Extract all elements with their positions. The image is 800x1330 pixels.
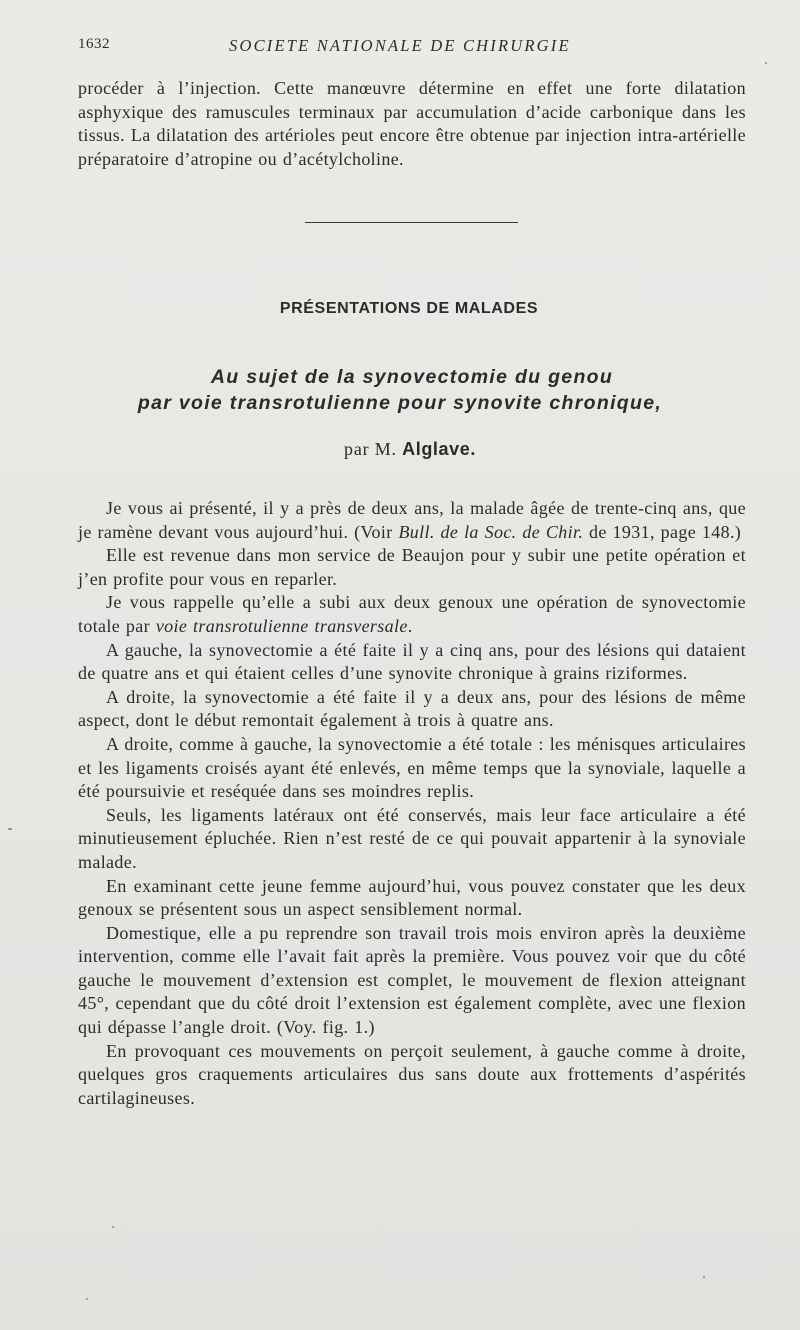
paper-speck (703, 1276, 705, 1278)
technique-italic: voie transrotulienne transversale (155, 615, 408, 636)
paragraph: En examinant cette jeune femme aujourd’hui, vous pouvez constater que les deux genoux se présentent sous un aspect sensiblement normal. (78, 875, 746, 920)
article-title-line-1: Au sujet de la synovectomie du genou (210, 366, 614, 388)
intro-paragraph: procéder à l’injection. Cette manœuvre détermine en effet une forte dilatation asphyxique des ramuscules terminaux par accumulation d’acide carbonique dans les tissus. La dilatation des artérioles peut encore être obtenue par injection intra-artérielle préparatoire d’atropine ou d’acétylcholine. (78, 78, 746, 169)
paragraph-text: Je vous rappelle qu’elle a subi aux deux genoux une opération de synovectomie totale par (78, 592, 746, 636)
article-title (0, 364, 800, 416)
paragraph (78, 591, 746, 638)
paragraph: Domestique, elle a pu reprendre son travail trois mois environ après la deuxième intervention, comme elle l’avait fait après la première. Vous pouvez voir que du côté gauche le mouvement d’extension est complet, le mouvement de flexion atteignant 45°, cependant que du côté droit l’extension est également complète, avec une flexion qui dépasse l’angle droit. (Voy. fig. 1.) (78, 922, 746, 1038)
paragraph: Seuls, les ligaments latéraux ont été conservés, mais leur face articulaire a été minutieusement épluchée. Rien n’est resté de ce qui pouvait appartenir à la synoviale malade. (78, 804, 746, 872)
paragraph-text: Je vous ai présenté, il y a près de deux ans, la malade âgée de trente-cinq ans, que je ramène devant vous aujourd’hui. (Voir (78, 498, 746, 542)
paragraph: A droite, la synovectomie a été faite il y a deux ans, pour des lésions de même aspect, dont le début remontait également à trois à quatre ans. (78, 686, 746, 731)
paragraph-text: . (407, 615, 413, 636)
author-name: Alglave. (402, 439, 476, 459)
page-number: 1632 (78, 36, 110, 52)
paper-speck (8, 828, 12, 830)
paragraph: A droite, comme à gauche, la synovectomie a été totale : les ménisques articulaires et les ligaments croisés ayant été enlevés, en même temps que la synoviale, laquelle a été poursuivie et reséquée dans ses moindres replis. (78, 733, 746, 802)
article-body (78, 497, 746, 1110)
running-title: SOCIETE NATIONALE DE CHIRURGIE (229, 36, 571, 55)
paragraph: A gauche, la synovectomie a été faite il y a cinq ans, pour des lésions qui dataient de quatre ans et qui étaient celles d’une synovite chronique à grains riziformes. (78, 639, 746, 684)
page-header (78, 36, 746, 58)
byline (0, 439, 800, 460)
byline-prefix: par M. (344, 439, 397, 459)
paper-speck (112, 1226, 114, 1228)
paragraph: En provoquant ces mouvements on perçoit seulement, à gauche comme à droite, quelques gros craquements articulaires dus sans doute aux frottements d’aspérités cartilagineuses. (78, 1040, 746, 1108)
section-title: PRÉSENTATIONS DE MALADES (279, 300, 539, 317)
article-title-line-2: par voie transrotulienne pour synovite chronique, (137, 392, 663, 414)
section-divider (305, 222, 518, 223)
intro-text-block (78, 77, 746, 171)
paragraph: Elle est revenue dans mon service de Beaujon pour y subir une petite opération et j’en profite pour vous en reparler. (78, 545, 746, 589)
citation-italic: Bull. de la Soc. de Chir. (398, 521, 584, 542)
paper-speck (86, 1298, 88, 1300)
paragraph-text: de 1931, page 148.) (583, 521, 742, 542)
paper-speck (765, 62, 767, 64)
paragraph (78, 497, 746, 544)
